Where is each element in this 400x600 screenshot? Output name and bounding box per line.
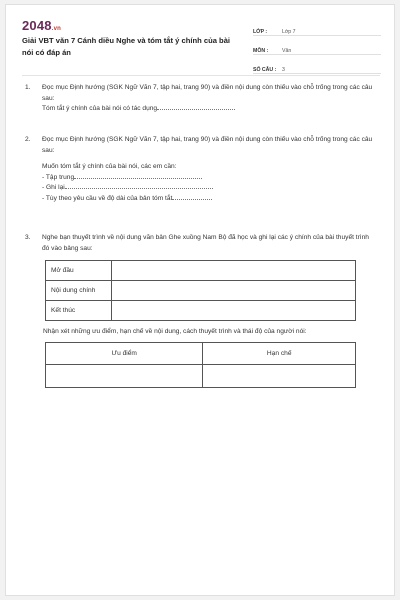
table-row (46, 281, 356, 301)
answer-cell[interactable] (203, 365, 356, 388)
logo-main: 2048 (22, 18, 52, 33)
summary-table (45, 260, 356, 321)
answer-blank[interactable] (65, 188, 213, 189)
meta-label: SỐ CÂU : (253, 67, 277, 73)
meta-value: Lớp 7 (282, 29, 296, 35)
bullet-text: - Tập trung (42, 173, 75, 181)
fill-in-line (42, 104, 376, 115)
table-row (46, 261, 356, 281)
answer-blank[interactable] (157, 109, 235, 110)
column-header-strengths: Ưu điểm (46, 343, 203, 365)
question-number: 1. (25, 84, 31, 91)
meta-row-question-count (253, 55, 381, 74)
table-row (46, 365, 356, 388)
row-label: Nội dung chính (46, 281, 112, 301)
answer-cell[interactable] (112, 281, 356, 301)
bullet-text: - Ghi lại (42, 184, 65, 191)
meta-label: MÔN : (253, 48, 269, 54)
document-title: Giải VBT văn 7 Cánh diều Nghe và tóm tắt ý chính của bài nói có đáp án (22, 36, 231, 57)
question-number: 3. (25, 234, 31, 241)
bullet-item (42, 194, 376, 205)
meta-row-class (253, 17, 381, 36)
answer-blank[interactable] (172, 199, 212, 200)
answer-cell[interactable] (46, 365, 203, 388)
answer-cell[interactable] (112, 301, 356, 321)
evaluation-prompt: Nhận xét những ưu điểm, hạn chế về nội dung, cách thuyết trình và thái độ của người nói: (43, 328, 307, 335)
instruction-intro: Muốn tóm tắt ý chính của bài nói, các em cần: (42, 163, 177, 170)
meta-label: LỚP : (253, 29, 268, 35)
logo-suffix: .vn (51, 26, 62, 32)
row-label: Mở đầu (46, 261, 112, 281)
meta-value: 3 (282, 67, 285, 73)
site-logo[interactable] (22, 18, 61, 33)
fill-in-text: Tóm tắt ý chính của bài nói có tác dụng (42, 105, 158, 112)
question-prompt: Đọc mục Định hướng (SGK Ngữ Văn 7, tập hai, trang 90) và điền nội dung còn thiếu vào chỗ trống trong các câu sau: (42, 84, 373, 102)
worksheet-page (5, 4, 395, 596)
meta-value: Văn (282, 48, 292, 54)
question-3 (22, 233, 376, 254)
header-divider (22, 75, 380, 76)
table-header-row (46, 343, 356, 365)
column-header-limitations: Hạn chế (203, 343, 356, 365)
bullet-text: - Tùy theo yêu cầu về độ dài của bản tóm tắt (42, 194, 173, 202)
question-prompt: Nghe bạn thuyết trình về nội dung văn bản Ghe xuồng Nam Bộ đã học và ghi lại các ý chính của bài thuyết trình đó vào bảng sau: (42, 234, 369, 252)
question-prompt: Đọc mục Định hướng (SGK Ngữ Văn 7, tập hai, trang 90) và điền nội dung còn thiếu vào chỗ trống trong các câu sau: (42, 136, 373, 154)
table-row (46, 301, 356, 321)
question-2 (22, 135, 376, 204)
meta-info-box (253, 17, 381, 74)
bullet-item (42, 183, 376, 194)
row-label: Kết thúc (46, 301, 112, 321)
meta-row-subject (253, 36, 381, 55)
question-1 (22, 83, 376, 115)
answer-cell[interactable] (112, 261, 356, 281)
evaluation-table (45, 342, 356, 388)
answer-blank[interactable] (74, 178, 202, 179)
question-number: 2. (25, 136, 31, 143)
bullet-item (42, 173, 376, 184)
